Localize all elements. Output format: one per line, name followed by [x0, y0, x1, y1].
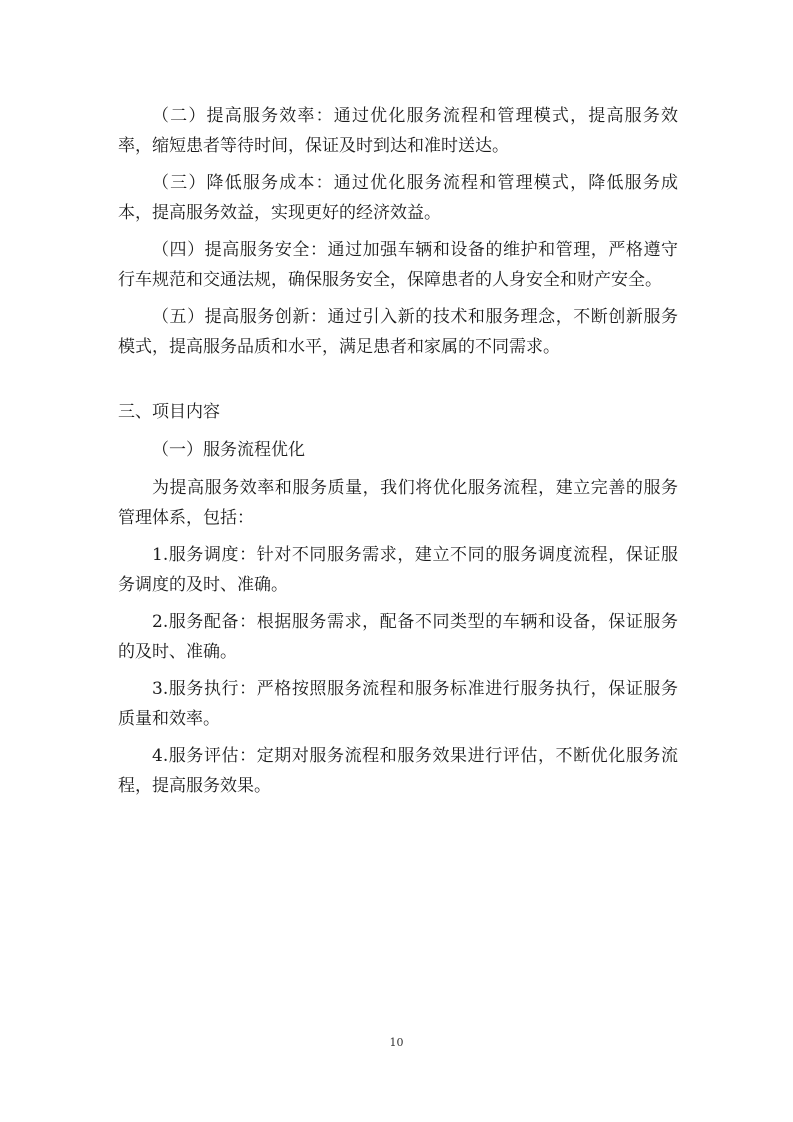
list-item-4: 4.服务评估：定期对服务流程和服务效果进行评估，不断优化服务流程，提高服务效果。	[118, 746, 678, 796]
list-item-3: 3.服务执行：严格按照服务流程和服务标准进行服务执行，保证服务质量和效率。	[118, 679, 678, 729]
list-item-1: 1.服务调度：针对不同服务需求，建立不同的服务调度流程，保证服务调度的及时、准确。	[118, 545, 678, 595]
intro-paragraph: 为提高服务效率和服务质量，我们将优化服务流程，建立完善的服务管理体系，包括：	[118, 478, 678, 528]
list-item-2: 2.服务配备：根据服务需求，配备不同类型的车辆和设备，保证服务的及时、准确。	[118, 612, 678, 662]
goal-paragraph-3: （三）降低服务成本：通过优化服务流程和管理模式，降低服务成本，提高服务效益，实现更好的经济效益。	[118, 173, 678, 223]
page-body	[118, 101, 678, 808]
goal-paragraph-2: （二）提高服务效率：通过优化服务流程和管理模式，提高服务效率，缩短患者等待时间，保证及时到达和准时送达。	[118, 106, 678, 156]
goal-paragraph-5: （五）提高服务创新：通过引入新的技术和服务理念，不断创新服务模式，提高服务品质和水平，满足患者和家属的不同需求。	[118, 307, 678, 357]
subsection-heading: （一）服务流程优化	[152, 440, 305, 460]
goal-paragraph-4: （四）提高服务安全：通过加强车辆和设备的维护和管理，严格遵守行车规范和交通法规，确保服务安全，保障患者的人身安全和财产安全。	[118, 240, 678, 290]
page-number: 10	[389, 1036, 404, 1049]
section-heading: 三、项目内容	[118, 402, 220, 422]
